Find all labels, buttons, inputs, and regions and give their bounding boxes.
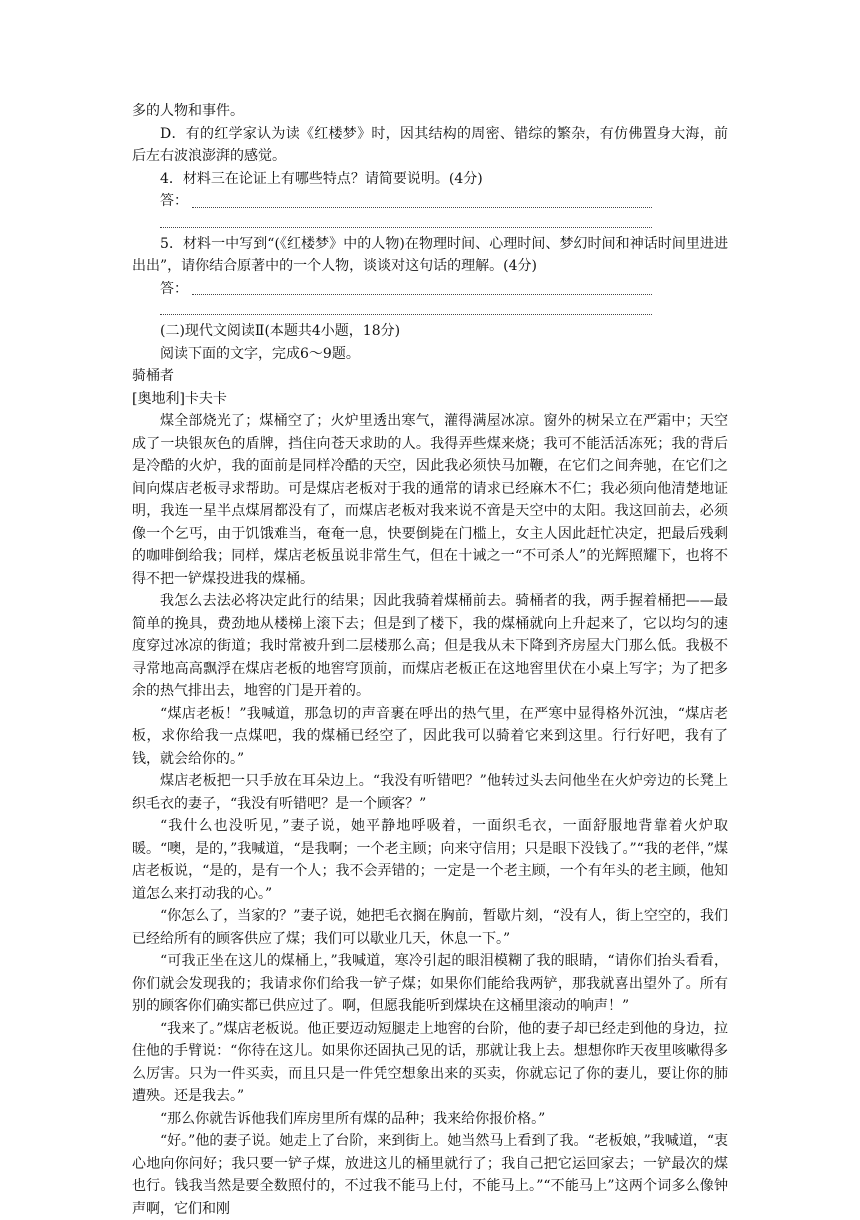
answer-line: [132, 278, 652, 301]
story-paragraph: “煤店老板！”我喊道，那急切的声音裹在呼出的热气里，在严寒中显得格外沉浊，“煤店老板，求你给我一点煤吧，我的煤桶已经空了，因此我可以骑着它来到这里。行行好吧，我有了钱，就会给你的。”: [132, 705, 728, 767]
section-heading: (二)现代文阅读Ⅱ(本题共4小题，18分): [160, 323, 401, 339]
story-paragraph: “你怎么了，当家的？”妻子说，她把毛衣搁在胸前，暂歇片刻，“没有人，街上空空的，我们已经给所有的顾客供应了煤；我们可以歇业几天，休息一下。”: [132, 908, 728, 947]
question-5: 5．材料一中写到“(《红楼梦》中的人物)在物理时间、心理时间、梦幻时间和神话时间里进进出出”，请你结合原著中的一个人物，谈谈对这句话的理解。(4分): [132, 235, 728, 274]
answer-line: [132, 190, 652, 213]
dotted-line: [160, 300, 652, 315]
question-4: 4．材料三在论证上有哪些特点？请简要说明。(4分): [160, 170, 483, 187]
story-paragraph: 煤店老板把一只手放在耳朵边上。“我没有听错吧？”他转过头去问他坐在火炉旁边的长凳上织毛衣的妻子，“我没有听错吧？是一个顾客？”: [132, 773, 728, 812]
story-paragraph: “那么你就告诉他我们库房里所有煤的品种；我来给你报价格。”: [160, 1110, 546, 1127]
answer-line: [132, 213, 652, 233]
answer-area-q4[interactable]: [132, 190, 652, 233]
story-paragraph: “我什么也没听见，”妻子说，她平静地呼吸着，一面织毛衣，一面舒服地背靠着火炉取暖。“噢，是的，”我喊道，“是我啊；一个老主顾；向来守信用；只是眼下没钱了。”“我的老伴，”煤店老板说，“是的，是有一个人；我不会弄错的；一定是一个老主顾，一个有年头的老主顾，他知道怎么来打动我的心。”: [132, 818, 728, 902]
q3-continued-text: 多的人物和事件。: [132, 103, 244, 119]
answer-label: 答：: [160, 280, 188, 297]
dotted-line: [160, 213, 652, 228]
section-instruction: 阅读下面的文字，完成6～9题。: [160, 345, 360, 362]
story-author: [奥地利]卡夫卡: [132, 390, 227, 407]
answer-area-q5[interactable]: [132, 278, 652, 321]
story-paragraph: 我怎么去法必将决定此行的结果；因此我骑着煤桶前去。骑桶者的我，两手握着桶把——最简单的挽具，费劲地从楼梯上滚下去；但是到了楼下，我的煤桶就向上升起来了，它以均匀的速度穿过冰凉的街道；我时常被升到二层楼那么高；但是我从未下降到齐房屋大门那么低。我极不寻常地高高飘浮在煤店老板的地窖穹顶前，而煤店老板正在这地窖里伏在小桌上写字；为了把多余的热气排出去，地窖的门是开着的。: [132, 593, 728, 699]
story-title: 骑桶者: [132, 368, 174, 384]
story-paragraph: “可我正坐在这儿的煤桶上，”我喊道，寒冷引起的眼泪模糊了我的眼睛，“请你们抬头看看，你们就会发现我的；我请求你们给我一铲子煤；如果你们能给我两铲，那我就喜出望外了。所有别的顾客你们确实都已供应过了。啊，但愿我能听到煤块在这桶里滚动的响声！”: [132, 953, 728, 1014]
answer-label: 答：: [160, 193, 188, 209]
dotted-line: [192, 193, 652, 208]
story-paragraph: “我来了。”煤店老板说。他正要迈动短腿走上地窖的台阶，他的妻子却已经走到他的身边，拉住他的手臂说：“你待在这儿。如果你还固执己见的话，那就让我上去。想想你昨天夜里咳嗽得多么厉害。只为一件买卖，而且只是一件凭空想象出来的买卖，你就忘记了你的妻儿，要让你的肺遭殃。还是我去。”: [132, 1020, 728, 1104]
dotted-line: [192, 280, 652, 295]
answer-line: [132, 300, 652, 320]
page-content: [132, 100, 728, 1220]
q3-option-d: D．有的红学家认为读《红楼梦》时，因其结构的周密、错综的繁杂，有仿佛置身大海，前后左右波浪澎湃的感觉。: [132, 125, 728, 164]
story-paragraph: 煤全部烧光了；煤桶空了；火炉里透出寒气，灌得满屋冰凉。窗外的树呆立在严霜中；天空成了一块银灰色的盾牌，挡住向苍天求助的人。我得弄些煤来烧；我可不能活活冻死；我的背后是冷酷的火炉，我的面前是同样冷酷的天空，因此我必须快马加鞭，在它们之间奔驰，在它们之间向煤店老板寻求帮助。可是煤店老板对于我的通常的请求已经麻木不仁；我必须向他清楚地证明，我连一星半点煤屑都没有了，而煤店老板对我来说不啻是天空中的太阳。我这回前去，必须像一个乞丐，由于饥饿难当，奄奄一息，快要倒毙在门槛上，女主人因此赶忙决定，把最后残剩的咖啡倒给我；同样，煤店老板虽说非常生气，但在十诫之一“不可杀人”的光辉照耀下，也将不得不把一铲煤投进我的煤桶。: [132, 413, 728, 587]
story-paragraph: “好。”他的妻子说。她走上了台阶，来到街上。她当然马上看到了我。“老板娘，”我喊道，“衷心地向你问好；我只要一铲子煤，放进这儿的桶里就行了；我自己把它运回家去；一铲最次的煤也行。钱我当然是要全数照付的，不过我不能马上付，不能马上。”“不能马上”这两个词多么像钟声啊，它们和刚: [132, 1133, 728, 1217]
